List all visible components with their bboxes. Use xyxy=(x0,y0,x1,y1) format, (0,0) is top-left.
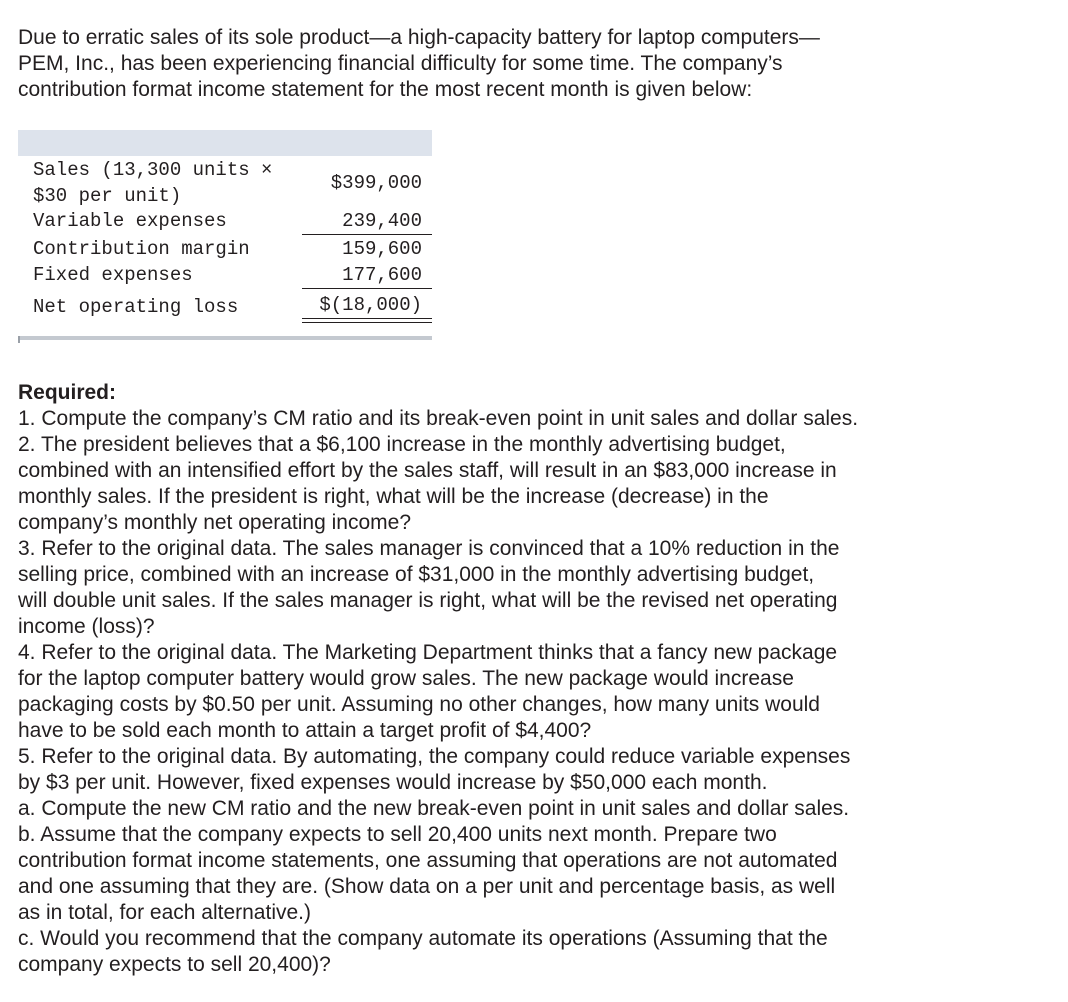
table-header-bar xyxy=(18,130,432,156)
variable-expenses-amount: 239,400 xyxy=(342,210,422,232)
fixed-expenses-label: Fixed expenses xyxy=(33,264,193,286)
intro-line: contribution format income statement for the most recent month is given below: xyxy=(18,78,753,101)
problem-intro xyxy=(18,25,1018,103)
requirement-item: 1. Compute the company’s CM ratio and its break-even point in unit sales and dollar sales. xyxy=(18,407,859,430)
fixed-expenses-amount: 177,600 xyxy=(342,264,422,286)
intro-line: Due to erratic sales of its sole product—a high-capacity battery for laptop computers— xyxy=(18,26,820,49)
table-bottom-rule xyxy=(18,336,432,340)
required-heading: Required: xyxy=(18,381,117,404)
sales-amount: $399,000 xyxy=(330,172,422,194)
total-double-rule xyxy=(302,318,432,323)
requirement-item: b. Assume that the company expects to sell 20,400 units next month. Prepare two contribution format income statements, one assuming that operations are not automated and one assuming that they are. (Show data on a per unit and percentage basis, as well as in total, for each alternative.) xyxy=(18,823,838,924)
requirement-item: 4. Refer to the original data. The Marketing Department thinks that a fancy new package for the laptop computer battery would grow sales. The new package would increase packaging costs by $0.50 per unit. Assuming no other changes, how many units would have to be sold each month to attain a target profit of $4,400? xyxy=(18,641,838,742)
requirement-item: c. Would you recommend that the company automate its operations (Assuming that the company expects to sell 20,400)? xyxy=(18,927,828,976)
contribution-margin-label: Contribution margin xyxy=(33,238,250,260)
intro-line: PEM, Inc., has been experiencing financial difficulty for some time. The company’s xyxy=(18,52,783,75)
requirement-item: 5. Refer to the original data. By automating, the company could reduce variable expenses by $3 per unit. However, fixed expenses would increase by $50,000 each month. xyxy=(18,745,851,794)
income-statement-table xyxy=(18,130,432,342)
table-bottom-tick xyxy=(18,336,20,343)
subtotal-rule xyxy=(302,288,432,289)
required-section xyxy=(18,380,1058,978)
requirement-item: a. Compute the new CM ratio and the new break-even point in unit sales and dollar sales. xyxy=(18,797,850,820)
variable-expenses-label: Variable expenses xyxy=(33,210,227,232)
contribution-margin-amount: 159,600 xyxy=(342,238,422,260)
sales-label: Sales (13,300 units × $30 per unit) xyxy=(33,159,273,207)
requirement-item: 3. Refer to the original data. The sales manager is convinced that a 10% reduction in the selling price, combined with an increase of $31,000 in the monthly advertising budget, will double unit sales. If the sales manager is right, what will be the revised net operating income (loss)? xyxy=(18,537,840,638)
requirement-item: 2. The president believes that a $6,100 increase in the monthly advertising budget, combined with an intensified effort by the sales staff, will result in an $83,000 increase in monthly sales. If the president is right, what will be the increase (decrease) in the company’s monthly net operating income? xyxy=(18,433,837,534)
net-operating-loss-amount: $(18,000) xyxy=(319,294,422,316)
net-operating-loss-label: Net operating loss xyxy=(33,296,239,318)
subtotal-rule xyxy=(302,234,432,235)
